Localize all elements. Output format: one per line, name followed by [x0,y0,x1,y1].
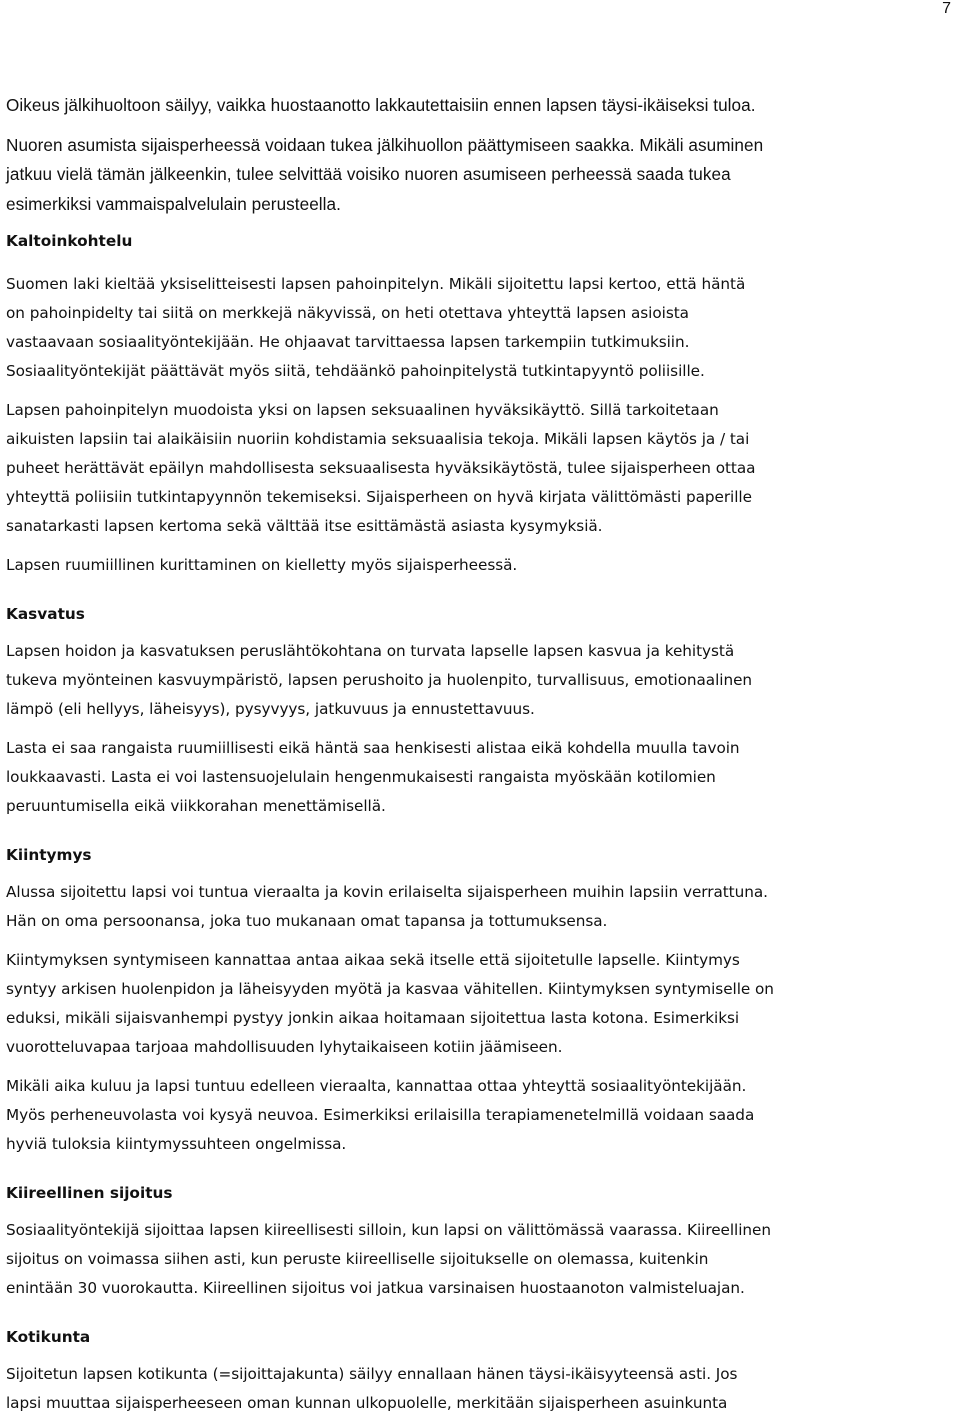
text-line: Alussa sijoitettu lapsi voi tuntua vieraalta ja kovin erilaiselta sijaisperheen muihin lapsiin verrattuna. [6,883,768,901]
paragraph [6,878,958,936]
text-line: Lapsen pahoinpitelyn muodoista yksi on lapsen seksuaalinen hyväksikäyttö. Sillä tarkoitetaan [6,401,719,419]
text-line: Sosiaalityöntekijä sijoittaa lapsen kiireellisesti silloin, kun lapsi on välittömässä vaarassa. Kiireellinen [6,1221,771,1239]
section-heading: Kasvatus [6,605,85,623]
section-heading: Kaltoinkohtelu [6,232,133,250]
text-line: on pahoinpidelty tai siitä on merkkejä näkyvissä, on heti otettava yhteyttä lapsen asioista [6,304,689,322]
text-line: lapsi muuttaa sijaisperheeseen oman kunnan ulkopuolelle, merkitään sijaisperheen asuinkunta [6,1394,728,1412]
paragraph [6,131,958,220]
text-line: yhteyttä poliisiin tutkintapyynnön tekemiseksi. Sijaisperheen on hyvä kirjata välittömästi paperille [6,488,752,506]
text-line: sanatarkasti lapsen kertoma sekä välttää itse esittämästä asiasta kysymyksiä. [6,517,603,535]
text-line: Sosiaalityöntekijät päättävät myös siitä, tehdäänkö pahoinpitelystä tutkintapyyntö poliisille. [6,362,705,380]
paragraph [6,270,958,386]
text-line: Oikeus jälkihuoltoon säilyy, vaikka huostaanotto lakkautettaisiin ennen lapsen täysi-ikäiseksi tuloa. [6,95,756,115]
page-number: 7 [942,0,951,17]
text-line: esimerkiksi vammaispalvelulain perusteella. [6,193,341,214]
paragraph [6,1216,958,1303]
text-line: Mikäli aika kuluu ja lapsi tuntuu edelleen vieraalta, kannattaa ottaa yhteyttä sosiaalityöntekijään. [6,1077,747,1095]
text-line: Lapsen ruumiillinen kurittaminen on kielletty myös sijaisperheessä. [6,556,518,574]
text-line: vastaavaan sosiaalityöntekijään. He ohjaavat tarvittaessa lapsen tarkempiin tutkimuksiin. [6,333,690,351]
paragraph [6,91,958,121]
paragraph [6,396,958,541]
text-line: hyviä tuloksia kiintymyssuhteen ongelmissa. [6,1135,347,1153]
document-body [6,91,958,1418]
text-line: aikuisten lapsiin tai alaikäisiin nuoriin kohdistamia seksuaalisia tekoja. Mikäli lapsen käytös ja / tai [6,430,750,448]
text-line: Lapsen hoidon ja kasvatuksen peruslähtökohtana on turvata lapselle lapsen kasvua ja kehitystä [6,642,735,660]
section-heading: Kotikunta [6,1328,91,1346]
text-line: Hän on oma persoonansa, joka tuo mukanaan omat tapansa ja tottumuksensa. [6,912,608,930]
text-line: jatkuu vielä tämän jälkeenkin, tulee selvittää voisiko nuoren asumiseen perheessä saada tukea [6,164,731,184]
text-line: loukkaavasti. Lasta ei voi lastensuojelulain hengenmukaisesti rangaista myöskään kotilomien [6,768,716,786]
text-line: syntyy arkisen huolenpidon ja läheisyyden myötä ja kasvaa vähitellen. Kiintymyksen syntymiselle on [6,980,774,998]
text-line: sijoitus on voimassa siihen asti, kun peruste kiireelliselle sijoitukselle on olemassa, kuitenkin [6,1250,709,1268]
text-line: enintään 30 vuorokautta. Kiireellinen sijoitus voi jatkua varsinaisen huostaanoton valmisteluajan. [6,1279,745,1297]
text-line: Myös perheneuvolasta voi kysyä neuvoa. Esimerkiksi erilaisilla terapiamenetelmillä voidaan saada [6,1106,755,1124]
section-heading: Kiireellinen sijoitus [6,1184,173,1202]
text-line: Sijoitetun lapsen kotikunta (=sijoittajakunta) säilyy ennallaan hänen täysi-ikäisyyteensä asti. Jos [6,1365,738,1383]
text-line: puheet herättävät epäilyn mahdollisesta seksuaalisesta hyväksikäytöstä, tulee sijaisperheen ottaa [6,459,756,477]
text-line: vuorotteluvapaa tarjoaa mahdollisuuden lyhytaikaiseen kotiin jäämiseen. [6,1038,563,1056]
text-line: Nuoren asumista sijaisperheessä voidaan tukea jälkihuollon päättymiseen saakka. Mikäli asuminen [6,134,764,155]
text-line: tukeva myönteinen kasvuympäristö, lapsen perushoito ja huolenpito, turvallisuus, emotionaalinen [6,671,753,689]
paragraph [6,637,958,724]
text-line: Suomen laki kieltää yksiselitteisesti lapsen pahoinpitelyn. Mikäli sijoitettu lapsi kertoo, että häntä [6,275,746,293]
text-line: eduksi, mikäli sijaisvanhempi pystyy jonkin aikaa hoitamaan sijoitettua lasta kotona. Esimerkiksi [6,1009,740,1027]
text-line: lämpö (eli hellyys, läheisyys), pysyvyys, jatkuvuus ja ennustettavuus. [6,700,535,718]
paragraph [6,551,958,580]
paragraph [6,1072,958,1159]
text-line: peruuntumisella eikä viikkorahan menettämisellä. [6,797,386,815]
paragraph [6,1360,958,1418]
section-heading: Kiintymys [6,846,92,864]
paragraph [6,734,958,821]
text-line: Kiintymyksen syntymiseen kannattaa antaa aikaa sekä itselle että sijoitetulle lapselle. Kiintymys [6,951,740,969]
text-line: Lasta ei saa rangaista ruumiillisesti eikä häntä saa henkisesti alistaa eikä kohdella muulla tavoin [6,739,740,757]
paragraph [6,946,958,1062]
